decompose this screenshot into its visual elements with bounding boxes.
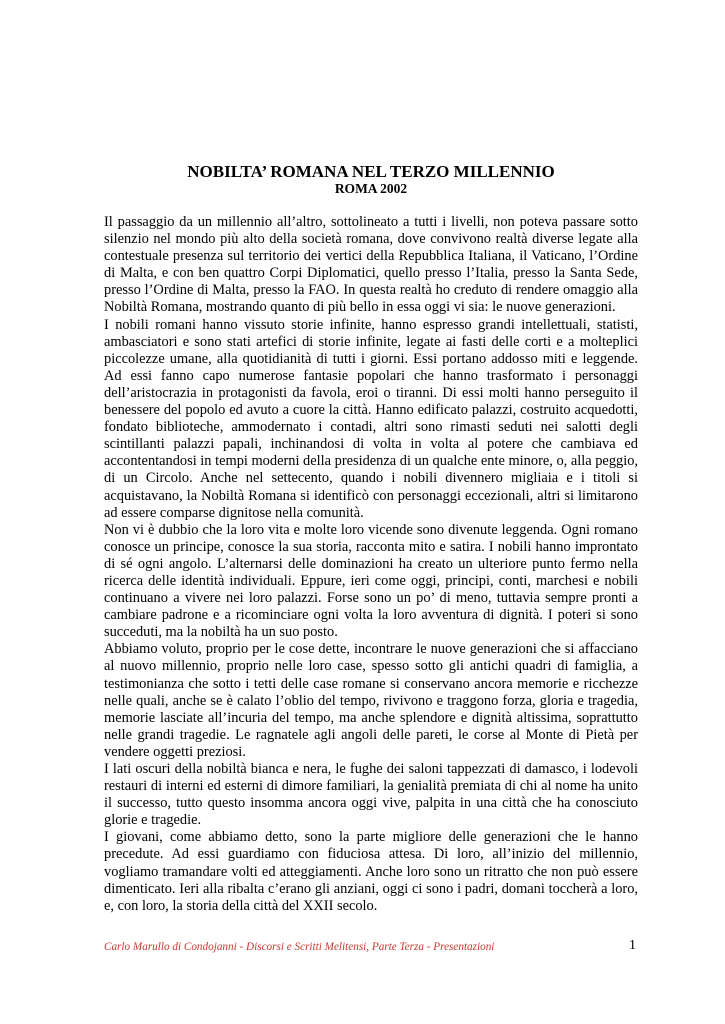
paragraph-3: Non vi è dubbio che la loro vita e molte loro vicende sono divenute leggenda. Ogni romano conosce un principe, conosce la sua storia, racconta mito e satira. I nobili hanno improntato di sé ogni angolo. L’alternarsi delle dominazioni ha creato un ulteriore punto fermo nella ricerca delle identità individuali. Eppure, ieri come oggi, principi, conti, marchesi e nobili continuano a vivere nei loro palazzi. Forse sono un po’ di meno, tuttavia sempre pronti a cambiare padrone e a ricominciare ogni volta la loro avventura di dignità. I poteri si sono succeduti, ma la nobiltà ha un suo posto. xyxy=(104,521,638,641)
paragraph-6: I giovani, come abbiamo detto, sono la parte migliore delle generazioni che le hanno precedute. Ad essi guardiamo con fiduciosa attesa. Di loro, all’inizio del millennio, vogliamo tramandare volti ed atteggiamenti. Anche loro sono un ritratto che non può essere dimenticato. Ieri alla ribalta c’erano gli anziani, oggi ci sono i padri, domani toccherà a loro, e, con loro, la storia della città del XXII secolo. xyxy=(104,829,638,914)
paragraph-2: I nobili romani hanno vissuto storie infinite, hanno espresso grandi intellettuali, statisti, ambasciatori e sono stati artefici di storie infinite, legate ai fasti delle corti e a molteplici piccolezze umane, alla quotidianità di tutti i giorni. Essi portano addosso miti e leggende. Ad essi fanno capo numerose fantasie popolari che hanno trasformato i personaggi dell’aristocrazia in protagonisti da favola, eroi o tiranni. Di essi molti hanno perseguito il benessere del popolo ed avuto a cuore la città. Hanno edificato palazzi, costruito acquedotti, fondato biblioteche, ammodernato i contadi, altri sono rimasti seduti nei salotti degli scintillanti palazzi papali, inchinandosi di volta in volta al potere che cambiava ed accontentandosi in tempi moderni della presidenza di un qualche ente minore, o, alla peggio, di un Circolo. Anche nel settecento, quando i nobili divennero migliaia e i titoli si acquistavano, la Nobiltà Romana si identificò con personaggi eccezionali, altri si limitarono ad essere comparse dignitose nella comunità. xyxy=(104,316,638,521)
document-body xyxy=(104,214,638,915)
paragraph-5: I lati oscuri della nobiltà bianca e nera, le fughe dei saloni tappezzati di damasco, i lodevoli restauri di interni ed esterni di dimore familiari, la genialità premiata di chi al nome ha unito il successo, tutto questo insomma ancora oggi vive, palpita in una città che ha conosciuto glorie e tragedie. xyxy=(104,761,638,829)
document-title: NOBILTA’ ROMANA NEL TERZO MILLENNIO xyxy=(187,162,555,181)
paragraph-1: Il passaggio da un millennio all’altro, sottolineato a tutti i livelli, non poteva passare sotto silenzio nel mondo più alto della società romana, dove convivono realtà diverse legate alla contestuale presenza sul territorio dei vertici della Repubblica Italiana, il Vaticano, l’Ordine di Malta, e con ben quattro Corpi Diplomatici, quello presso l’Italia, presso la Santa Sede, presso l’Ordine di Malta, presso la FAO. In questa realtà ho creduto di rendere omaggio alla Nobiltà Romana, mostrando quanto di più bello in essa oggi vi sia: le nuove generazioni. xyxy=(104,214,638,316)
paragraph-4: Abbiamo voluto, proprio per le cose dette, incontrare le nuove generazioni che si affacciano al nuovo millennio, proprio nelle loro case, spesso sotto gli antichi quadri di famiglia, a testimonianza che sotto i tetti delle case romane si conservano ancora memorie e ricchezze nelle quali, anche se è calato l’oblio del tempo, rivivono e traggono forza, gloria e tragedia, memorie lasciate all’incuria del tempo, ma anche splendore e dignità altissima, soprattutto nelle grandi tragedie. Le ragnatele agli angoli delle pareti, le corse al Monte di Pietà per vendere oggetti preziosi. xyxy=(104,641,638,760)
page-number: 1 xyxy=(629,938,636,953)
document-subtitle: ROMA 2002 xyxy=(334,181,408,196)
footer-citation: Carlo Marullo di Condojanni - Discorsi e Scritti Melitensi, Parte Terza - Presentazioni xyxy=(104,941,495,953)
page-footer xyxy=(104,938,638,956)
